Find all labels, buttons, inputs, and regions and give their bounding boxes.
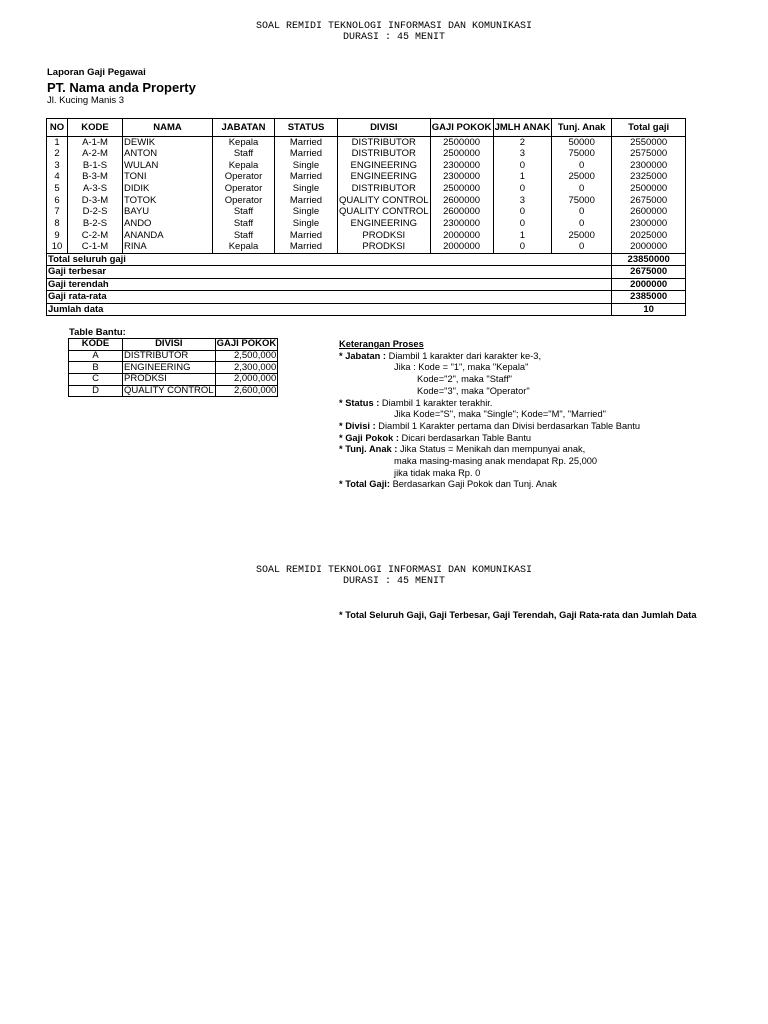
cell-total-gaji: 2500000 [612,183,686,195]
cell-jumlah-anak: 3 [493,148,552,160]
summary-value: 23850000 [612,253,686,266]
cell-tunj-anak: 50000 [552,137,612,149]
col-header-jumlah-anak: JMLH ANAK [493,119,552,137]
cell-jumlah-anak: 0 [493,218,552,230]
cell-total-gaji: 2575000 [612,148,686,160]
summary-spacer [552,266,612,279]
cell-jumlah-anak: 0 [493,160,552,172]
summary-row [47,291,686,304]
note-divisi: * Divisi : Diambil 1 Karakter pertama dan Divisi berdasarkan Table Bantu [339,420,641,431]
salary-table [46,118,686,316]
helper-cell-gaji-pokok: 2,300,000 [215,362,278,374]
cell-total-gaji: 2600000 [612,207,686,219]
note-status: * Status : Diambil 1 karakter terakhir. [339,397,493,408]
note-tunj-anak-rule-1: maka masing-masing anak mendapat Rp. 25,000 [394,456,598,467]
cell-kode: A-1-M [68,137,123,149]
note-total-gaji: * Total Gaji: Berdasarkan Gaji Pokok dan Tunj. Anak [339,479,557,490]
note-gaji-pokok: * Gaji Pokok : Dicari berdasarkan Table Bantu [339,432,532,443]
helper-table [68,338,278,397]
note-jabatan-rule-2: Kode="2", maka "Staff" [417,374,512,385]
note-tunj-anak-rule-2: jika tidak maka Rp. 0 [394,467,481,478]
cell-status: Single [275,183,338,195]
salary-table-header [47,119,686,137]
summary-spacer [552,303,612,316]
cell-tunj-anak: 75000 [552,195,612,207]
cell-gaji-pokok: 2000000 [430,242,493,254]
summary-row [47,303,686,316]
cell-gaji-pokok: 2000000 [430,230,493,242]
cell-status: Single [275,218,338,230]
notes-title: Keterangan Proses [339,339,424,349]
header-title: SOAL REMIDI TEKNOLOGI INFORMASI DAN KOMUNIKASI [255,21,533,32]
cell-gaji-pokok: 2500000 [430,148,493,160]
col-header-kode: KODE [68,119,123,137]
helper-cell-divisi: ENGINEERING [123,362,216,374]
cell-nama: ANDO [123,218,213,230]
cell-jumlah-anak: 0 [493,242,552,254]
table-row [47,160,686,172]
cell-divisi: DISTRIBUTOR [338,148,431,160]
cell-total-gaji: 2550000 [612,137,686,149]
cell-nama: ANANDA [123,230,213,242]
cell-no: 4 [47,172,68,184]
report-label: Laporan Gaji Pegawai [47,67,146,78]
cell-status: Married [275,242,338,254]
helper-cell-gaji-pokok: 2,000,000 [215,374,278,386]
bottom-header-title: SOAL REMIDI TEKNOLOGI INFORMASI DAN KOMUNIKASI [255,565,533,576]
note-jabatan-rule-1: Jika : Kode = "1", maka "Kepala" [394,362,529,373]
helper-row [69,385,278,397]
col-header-nama: NAMA [123,119,213,137]
cell-total-gaji: 2300000 [612,160,686,172]
col-header-no: NO [47,119,68,137]
cell-gaji-pokok: 2500000 [430,137,493,149]
cell-nama: TOTOK [123,195,213,207]
cell-jabatan: Kepala [213,160,275,172]
cell-nama: ANTON [123,148,213,160]
col-header-jabatan: JABATAN [213,119,275,137]
cell-status: Married [275,230,338,242]
bottom-header [0,565,768,587]
table-row [47,195,686,207]
summary-spacer [552,278,612,291]
cell-tunj-anak: 0 [552,242,612,254]
cell-kode: A-2-M [68,148,123,160]
cell-divisi: PRODKSI [338,242,431,254]
cell-tunj-anak: 75000 [552,148,612,160]
col-header-divisi: DIVISI [338,119,431,137]
cell-status: Married [275,195,338,207]
cell-jumlah-anak: 1 [493,230,552,242]
table-row [47,172,686,184]
cell-jabatan: Kepala [213,137,275,149]
summary-value: 2000000 [612,278,686,291]
cell-status: Married [275,172,338,184]
table-row [47,148,686,160]
cell-kode: B-3-M [68,172,123,184]
summary-row [47,278,686,291]
summary-spacer [552,253,612,266]
cell-no: 7 [47,207,68,219]
cell-jabatan: Operator [213,195,275,207]
cell-total-gaji: 2025000 [612,230,686,242]
summary-value: 10 [612,303,686,316]
summary-value: 2385000 [612,291,686,304]
cell-nama: WULAN [123,160,213,172]
summary-row [47,253,686,266]
table-row [47,137,686,149]
note-jabatan: * Jabatan : Diambil 1 karakter dari karakter ke-3, [339,350,542,361]
cell-status: Single [275,160,338,172]
cell-divisi: ENGINEERING [338,218,431,230]
cell-divisi: ENGINEERING [338,172,431,184]
cell-gaji-pokok: 2300000 [430,218,493,230]
cell-gaji-pokok: 2300000 [430,172,493,184]
summary-label: Gaji rata-rata [47,291,552,304]
note-status-rule: Jika Kode="S", maka "Single"; Kode="M", "Married" [394,409,606,420]
table-row [47,218,686,230]
cell-total-gaji: 2675000 [612,195,686,207]
helper-cell-kode: B [69,362,123,374]
cell-tunj-anak: 25000 [552,172,612,184]
col-header-total-gaji: Total gaji [612,119,686,137]
cell-divisi: DISTRIBUTOR [338,137,431,149]
summary-spacer [552,291,612,304]
cell-status: Single [275,207,338,219]
cell-jabatan: Operator [213,183,275,195]
helper-cell-divisi: PRODKSI [123,374,216,386]
cell-tunj-anak: 0 [552,207,612,219]
summary-value: 2675000 [612,266,686,279]
cell-no: 8 [47,218,68,230]
helper-cell-kode: C [69,374,123,386]
cell-divisi: PRODKSI [338,230,431,242]
summary-label: Total seluruh gaji [47,253,552,266]
summary-label: Jumlah data [47,303,552,316]
top-header [0,21,768,43]
cell-divisi: DISTRIBUTOR [338,183,431,195]
cell-nama: DEWIK [123,137,213,149]
col-header-tunj-anak: Tunj. Anak [552,119,612,137]
cell-status: Married [275,148,338,160]
cell-no: 2 [47,148,68,160]
cell-kode: D-3-M [68,195,123,207]
helper-table-header [69,339,278,351]
cell-jumlah-anak: 0 [493,183,552,195]
cell-kode: B-2-S [68,218,123,230]
cell-no: 9 [47,230,68,242]
process-notes [339,339,640,491]
cell-jabatan: Staff [213,207,275,219]
note-jabatan-rule-3: Kode="3", maka "Operator" [417,385,530,396]
cell-nama: BAYU [123,207,213,219]
cell-total-gaji: 2000000 [612,242,686,254]
cell-divisi: ENGINEERING [338,160,431,172]
cell-gaji-pokok: 2500000 [430,183,493,195]
helper-row [69,350,278,362]
table-row [47,242,686,254]
helper-header-divisi: DIVISI [123,339,216,351]
cell-gaji-pokok: 2300000 [430,160,493,172]
helper-cell-divisi: DISTRIBUTOR [123,350,216,362]
cell-nama: RINA [123,242,213,254]
cell-kode: C-2-M [68,230,123,242]
cell-total-gaji: 2300000 [612,218,686,230]
helper-cell-divisi: QUALITY CONTROL [124,385,214,397]
col-header-status: STATUS [275,119,338,137]
cell-jumlah-anak: 3 [493,195,552,207]
cell-jumlah-anak: 2 [493,137,552,149]
table-row [47,207,686,219]
cell-no: 3 [47,160,68,172]
summary-label: Gaji terendah [47,278,552,291]
helper-cell-gaji-pokok: 2,600,000 [215,385,278,397]
company-name: PT. Nama anda Property [47,80,196,95]
cell-no: 1 [47,137,68,149]
helper-table-title: Table Bantu: [69,327,126,338]
cell-tunj-anak: 0 [552,218,612,230]
header-duration: DURASI : 45 MENIT [342,32,446,43]
cell-jabatan: Kepala [213,242,275,254]
cell-kode: A-3-S [68,183,123,195]
cell-tunj-anak: 0 [552,160,612,172]
cell-tunj-anak: 0 [552,183,612,195]
cell-jabatan: Staff [213,230,275,242]
cell-no: 6 [47,195,68,207]
helper-row [69,362,278,374]
helper-header-kode: KODE [69,339,123,351]
cell-total-gaji: 2325000 [612,172,686,184]
cell-divisi: QUALITY CONTROL [339,194,429,206]
bottom-header-duration: DURASI : 45 MENIT [342,576,446,587]
summary-row [47,266,686,279]
cell-jabatan: Staff [213,148,275,160]
note-tunj-anak: * Tunj. Anak : Jika Status = Menikah dan mempunyai anak, [339,444,586,455]
summary-label: Gaji terbesar [47,266,552,279]
col-header-gaji-pokok: GAJI POKOK [430,119,493,137]
cell-divisi: QUALITY CONTROL [339,206,429,218]
cell-kode: C-1-M [68,242,123,254]
table-row [47,183,686,195]
company-address: Jl. Kucing Manis 3 [47,95,125,106]
cell-jabatan: Staff [213,218,275,230]
cell-jumlah-anak: 1 [493,172,552,184]
helper-cell-gaji-pokok: 2,500,000 [215,350,278,362]
table-row [47,230,686,242]
cell-kode: D-2-S [68,207,123,219]
helper-row [69,374,278,386]
cell-kode: B-1-S [68,160,123,172]
cell-no: 10 [47,242,68,254]
cell-no: 5 [47,183,68,195]
cell-gaji-pokok: 2600000 [430,207,493,219]
helper-cell-kode: A [69,350,123,362]
cell-nama: TONI [123,172,213,184]
helper-header-gaji-pokok: GAJI POKOK [216,338,277,350]
cell-tunj-anak: 25000 [552,230,612,242]
cell-jumlah-anak: 0 [493,207,552,219]
cell-gaji-pokok: 2600000 [430,195,493,207]
final-note: * Total Seluruh Gaji, Gaji Terbesar, Gaji Terendah, Gaji Rata-rata dan Jumlah Data [339,610,697,620]
cell-jabatan: Operator [213,172,275,184]
cell-status: Married [275,137,338,149]
helper-cell-kode: D [69,385,123,397]
cell-nama: DIDIK [123,183,213,195]
